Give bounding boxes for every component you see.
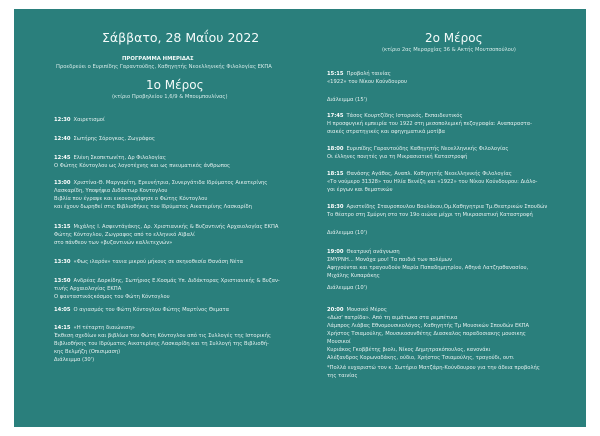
- item-time: 14:05: [54, 307, 71, 313]
- item-text: και έχουν δωρηθεί στις Βιβλιοθήκες του Ιδρύματος Αικατερίνης Λασκαρίδη: [54, 203, 252, 210]
- item-text: Μιχάλης Κυπαράκης: [327, 272, 380, 279]
- item-text: Κυριάκος Γκοββέτης βιολι, Νίκος Δημητρακόπουλος, κανονάκι: [327, 346, 491, 353]
- item-time: 13:15: [54, 224, 71, 230]
- schedule-item: [54, 180, 299, 212]
- item-text: της ταινίας: [327, 372, 358, 379]
- schedule-item: [327, 307, 572, 339]
- item-title: [327, 339, 572, 347]
- schedule-item: [327, 339, 572, 363]
- item-text: Αλέξανδρος Κορωναδάκης, ούδιο, Χρήστος Τσιαμούλης, τραγούδι, ουτι: [327, 354, 514, 361]
- item-text: «1922» του Νίκου Κούνδουρου: [327, 78, 407, 85]
- item-title: [327, 204, 572, 212]
- item-text: Ο Φώτης Κόντογλου ως λογοτέχνης και ως πνευματικός άνθρωπος: [54, 162, 231, 169]
- item-time: 14:15: [54, 325, 71, 331]
- schedule-item: [54, 224, 299, 248]
- part-2-subtitle: (κτίριο 2ας Μεραρχίας 36 & Ακτής Μουτσοπούλου): [382, 47, 516, 53]
- item-text: ΣΜΥΡΝΗ... Μονάχα μου! Τα παιδιά των πολέμων: [327, 256, 452, 263]
- item-detail: [327, 373, 572, 381]
- item-detail: [327, 179, 572, 187]
- item-text: Ο φανταστικόςκόσμος του Φώτη Κόντογλου: [54, 293, 170, 300]
- item-text: Ο αγιασμός του Φώτη Κόντογλου Φώτης Μαρτίνος Θεματα: [73, 307, 230, 313]
- item-detail: [327, 121, 572, 129]
- part-1-subtitle: (κτίριο Προβηλείου 1,6/9 & Μπουμπουλίνας): [112, 94, 228, 100]
- item-time: 13:00: [54, 180, 71, 186]
- item-text: Οι έλληνες ποιητές για τη Μικρασιατική Καταστροφή: [327, 153, 468, 160]
- item-text: Ελένη Σκοπετωνίτη, Δρ Φιλολογίας: [73, 155, 166, 161]
- item-text: Βιβλιοθήκης του Ιδρύματος Αικατερίνης Λασκαρίδη και τη Συλλογή της Βιβλιοθή-: [54, 340, 269, 347]
- item-text: Μουσικοί: [327, 339, 351, 345]
- item-detail: [54, 196, 299, 204]
- item-text: Η προσφυγική εμπειρία του 1922 στη μεσοπολεμική πεζογραφία: Αναπαραστα-: [327, 120, 533, 127]
- item-text: Τάσος Κουρτζίδης Ιστορικός, Εκπαιδευτικός: [346, 113, 463, 119]
- item-time: 18:00: [327, 146, 344, 152]
- item-title: [327, 249, 572, 257]
- schedule-item: [327, 146, 572, 162]
- schedule-item: [54, 117, 299, 125]
- item-title: [327, 113, 572, 121]
- item-title: [54, 357, 299, 365]
- item-detail: [327, 257, 572, 265]
- item-detail: [327, 187, 572, 195]
- item-text: «Το νούμερο 31328» του Ηλία Βενέζη και «1922» του Νίκου Κούνδουρου: Διάλο-: [327, 178, 538, 185]
- schedule-item: [327, 285, 572, 293]
- item-title: [54, 180, 299, 188]
- schedule-item: [327, 249, 572, 281]
- item-title: [327, 307, 572, 315]
- item-detail: [327, 315, 572, 323]
- item-text: Το θέατρο στη Σμύρνη στο τον 19ο αιώνα μέχρι τη Μικρασιατική Καταστροφή: [327, 211, 533, 218]
- item-time: 18:15: [327, 171, 344, 177]
- schedule-item: [54, 357, 299, 365]
- item-text: «Η τέταρτη διαιώνιση»: [73, 325, 135, 331]
- item-text: Χαιρετισμοί: [73, 117, 105, 123]
- item-detail: [54, 349, 299, 357]
- schedule-item: [327, 97, 572, 105]
- item-text: Ανδρέας Δαρκίδης, Σωτήριος Ε.Κοσμάς Υπ. Διδάκτορας Χριστιανικής & Βυζαν-: [73, 278, 280, 284]
- item-text: Μιχάλης Ι. Ασφεντάγάκης, Δρ. Χριστιανικής & Βυζαντινής Αρχαιολογίας ΕΚΠΑ: [73, 224, 279, 230]
- item-text: Θεατρική ανάγνωση: [346, 249, 400, 255]
- item-detail: [54, 333, 299, 341]
- part-1-title: 1ο Μέρος: [146, 78, 204, 92]
- item-text: Χριστίνα-Θ. Μαργαρίτη, Ερευνήτρια, Συνεργάτιδα Ιδρύματος Αικατερίνης: [73, 180, 268, 186]
- item-detail: [327, 79, 572, 87]
- item-time: 20:00: [327, 307, 344, 313]
- item-detail: [327, 323, 572, 331]
- item-detail: [327, 129, 572, 137]
- item-title: [54, 117, 299, 125]
- schedule-item: [327, 113, 572, 137]
- item-text: Ευριπίδης Γαραντούδης Καθηγητής Νεοελληνικής Φιλολογίας: [346, 146, 509, 152]
- item-detail: [54, 286, 299, 294]
- item-text: Σωτήρης Σόρογκας, Ζωγράφος: [73, 136, 155, 142]
- item-text: κης Βελμήζη (Οπισιμαση): [54, 348, 121, 355]
- item-text: Προβολή ταινίας: [346, 71, 391, 77]
- item-text: Διάλειμμα (15'): [327, 97, 368, 103]
- item-title: [54, 278, 299, 286]
- item-text: *Πολλά ευχαριστώ τον κ. Σωτήριο Ματζάρη-Κούνδουρου για την άδεια προβολής: [327, 365, 540, 371]
- item-detail: [327, 273, 572, 281]
- item-text: γοι έργων και θεματικών: [327, 186, 393, 193]
- item-detail: [54, 188, 299, 196]
- item-detail: [327, 154, 572, 162]
- item-title: [327, 146, 572, 154]
- item-time: 18:30: [327, 204, 344, 210]
- item-text: «Δώσ' πατρίδα». Από τη αιμάτωκα στα ρεμπέτικα: [327, 314, 458, 321]
- schedule-item: [54, 155, 299, 171]
- item-detail: [54, 204, 299, 212]
- item-title: [54, 224, 299, 232]
- item-title: [327, 171, 572, 179]
- item-title: [54, 259, 299, 267]
- item-title: [54, 155, 299, 163]
- program-page: [14, 9, 586, 427]
- item-title: [327, 285, 572, 293]
- item-text: Θανάσης Αγάθος, Αναπλ. Καθηγητής Νεοελληνικής Φιλολογίας: [346, 171, 512, 177]
- item-detail: [54, 240, 299, 248]
- item-time: 17:45: [327, 113, 344, 119]
- item-text: Αφηγούνται και τραγουδούν Μαρία Παπαδημητρίου, Αθηνά Λατζηαθανασίου,: [327, 264, 529, 271]
- schedule-item: [327, 171, 572, 195]
- item-detail: [327, 265, 572, 273]
- item-text: στο πάνθεον των «βυζαντινών καλλιτεχνών»: [54, 239, 173, 246]
- program-label: ΠΡΟΓΡΑΜΜΑ ΗΜΕΡΙΔΑΣ: [122, 56, 194, 62]
- date-title: Σάββατο, 28 Μαΐου 2022: [102, 30, 260, 45]
- item-title: [54, 307, 299, 315]
- schedule-item: [327, 204, 572, 220]
- item-text: σιακές στρατηγικές και αφηγηματικά μοτίβα: [327, 128, 446, 135]
- item-detail: [327, 347, 572, 355]
- item-detail: [327, 331, 572, 339]
- schedule-item: [54, 307, 299, 315]
- item-text: τινής Αρχαιολογίας ΕΚΠΑ: [54, 285, 122, 292]
- item-text: «Φως ιλαρόν» τανια μικρού μήκους σε σκηνοθεσία Θανάση Νέτα: [73, 259, 244, 265]
- item-time: 13:30: [54, 259, 71, 265]
- item-text: Διάλειμμα (10'): [327, 230, 368, 236]
- item-time: 12:40: [54, 136, 71, 142]
- item-text: Έκθεση σχεδίων και βιβλίων του Φώτη Κόντογλου από τις Συλλογές της Ιστορικής: [54, 332, 271, 339]
- item-detail: [54, 341, 299, 349]
- item-time: 13:50: [54, 278, 71, 284]
- item-time: 12:45: [54, 155, 71, 161]
- item-text: Λάμπρος Λιάβας Εθνομουσικολόγος, Καθηγητής Τμ Μουσικών Σπουδών ΕΚΠΑ: [327, 322, 530, 329]
- item-time: 15:15: [327, 71, 344, 77]
- item-title: [54, 136, 299, 144]
- item-detail: [327, 212, 572, 220]
- item-text: Φώτης Κόντογλου, Ζωγραφος από το ελληνικό Αϊβαλί: [54, 231, 195, 238]
- item-text: Χρήστος Τσιαμούλης, Μουσικοσυνθέτης Διασκαλος παραδοσιακης μουσικης: [327, 330, 526, 337]
- schedule-item: [54, 259, 299, 267]
- item-title: [327, 230, 572, 238]
- item-detail: [54, 232, 299, 240]
- item-title: [327, 365, 572, 373]
- item-detail: [327, 355, 572, 363]
- item-time: 19:00: [327, 249, 344, 255]
- item-text: Αριστείδης Σταυροπουλου Βουλάκου,Ομ.Καθηγητρια Τμ.Θεατρικών Σπουδών: [346, 204, 548, 210]
- schedule-item: [54, 136, 299, 144]
- part-2-title: 2ο Μέρος: [425, 31, 483, 45]
- item-detail: [54, 163, 299, 171]
- schedule-item: [54, 278, 299, 302]
- item-text: Βιβλία που έγραψε και εικονογράφησε ο Φώτης Κόντογλου: [54, 195, 208, 202]
- item-title: [54, 325, 299, 333]
- item-title: [327, 97, 572, 105]
- item-detail: [54, 294, 299, 302]
- schedule-item: [327, 230, 572, 238]
- schedule-item: [327, 365, 572, 381]
- schedule-item: [54, 325, 299, 357]
- chair-line: Προεδρεύει ο Ευριπίδης Γαραντούδης, Καθηγητής Νεοελληνικής Φιλολογίας ΕΚΠΑ: [56, 64, 272, 70]
- schedule-item: [327, 71, 572, 87]
- item-text: Διάλειμμα (30'): [54, 357, 95, 363]
- item-title: [327, 71, 572, 79]
- item-text: Διάλειμμα (10'): [327, 285, 368, 291]
- item-text: Λασκαρίδη, Υποψήφια Διδάκτωρ Κοντογλου: [54, 187, 168, 194]
- item-time: 12:30: [54, 117, 71, 123]
- item-text: Μουσικό Μέρος: [346, 307, 387, 313]
